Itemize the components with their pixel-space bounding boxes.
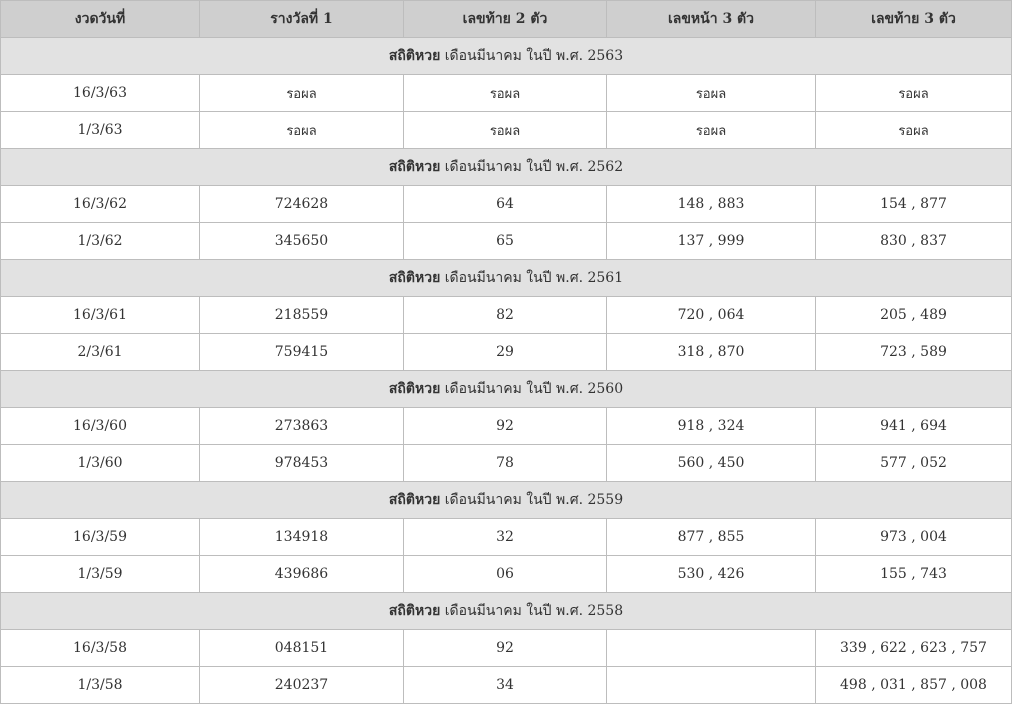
draw-date-cell: 16/3/62	[1, 186, 200, 223]
table-row	[1, 408, 1012, 445]
draw-date-cell: 16/3/63	[1, 75, 200, 112]
last-2-digits-cell: รอผล	[404, 112, 607, 149]
table-row	[1, 186, 1012, 223]
table-row	[1, 630, 1012, 667]
group-header-row	[1, 149, 1012, 186]
first-prize-cell: รอผล	[200, 75, 404, 112]
table-row	[1, 75, 1012, 112]
group-header-row	[1, 371, 1012, 408]
first-prize-cell: 759415	[200, 334, 404, 371]
draw-date-cell: 2/3/61	[1, 334, 200, 371]
last-3-digits-cell: รอผล	[816, 75, 1012, 112]
draw-date-cell: 1/3/60	[1, 445, 200, 482]
last-2-digits-cell: รอผล	[404, 75, 607, 112]
group-title	[1, 593, 1012, 630]
front-3-digits-cell: 137 , 999	[607, 223, 816, 260]
front-3-digits-cell	[607, 667, 816, 704]
column-header-front-3-digits: เลขหน้า 3 ตัว	[607, 1, 816, 38]
front-3-digits-cell: รอผล	[607, 112, 816, 149]
group-title	[1, 371, 1012, 408]
group-header-row	[1, 482, 1012, 519]
front-3-digits-cell: รอผล	[607, 75, 816, 112]
last-2-digits-cell: 65	[404, 223, 607, 260]
group-title-rest: เดือนมีนาคม ในปี พ.ศ. 2559	[440, 492, 624, 508]
group-title	[1, 260, 1012, 297]
last-3-digits-cell: 498 , 031 , 857 , 008	[816, 667, 1012, 704]
table-row	[1, 519, 1012, 556]
group-title-bold: สถิติหวย	[388, 492, 441, 508]
last-3-digits-cell: 205 , 489	[816, 297, 1012, 334]
group-header-row	[1, 38, 1012, 75]
group-title-rest: เดือนมีนาคม ในปี พ.ศ. 2558	[440, 603, 624, 619]
group-title-rest: เดือนมีนาคม ในปี พ.ศ. 2561	[440, 270, 624, 286]
group-title-rest: เดือนมีนาคม ในปี พ.ศ. 2563	[440, 48, 624, 64]
draw-date-cell: 16/3/58	[1, 630, 200, 667]
last-3-digits-cell: 577 , 052	[816, 445, 1012, 482]
group-title-bold: สถิติหวย	[388, 381, 441, 397]
last-3-digits-cell: รอผล	[816, 112, 1012, 149]
last-2-digits-cell: 32	[404, 519, 607, 556]
draw-date-cell: 16/3/60	[1, 408, 200, 445]
group-title	[1, 149, 1012, 186]
group-title-rest: เดือนมีนาคม ในปี พ.ศ. 2560	[440, 381, 624, 397]
table-row	[1, 445, 1012, 482]
first-prize-cell: รอผล	[200, 112, 404, 149]
last-2-digits-cell: 64	[404, 186, 607, 223]
column-header-last-2-digits: เลขท้าย 2 ตัว	[404, 1, 607, 38]
draw-date-cell: 1/3/63	[1, 112, 200, 149]
front-3-digits-cell: 877 , 855	[607, 519, 816, 556]
group-title	[1, 482, 1012, 519]
group-title-bold: สถิติหวย	[388, 159, 441, 175]
last-3-digits-cell: 723 , 589	[816, 334, 1012, 371]
front-3-digits-cell: 720 , 064	[607, 297, 816, 334]
group-title-bold: สถิติหวย	[388, 270, 441, 286]
first-prize-cell: 439686	[200, 556, 404, 593]
draw-date-cell: 16/3/61	[1, 297, 200, 334]
table-header-row	[1, 1, 1012, 38]
last-2-digits-cell: 29	[404, 334, 607, 371]
group-title-bold: สถิติหวย	[388, 603, 441, 619]
first-prize-cell: 978453	[200, 445, 404, 482]
draw-date-cell: 1/3/59	[1, 556, 200, 593]
front-3-digits-cell: 318 , 870	[607, 334, 816, 371]
last-2-digits-cell: 34	[404, 667, 607, 704]
last-2-digits-cell: 06	[404, 556, 607, 593]
draw-date-cell: 16/3/59	[1, 519, 200, 556]
last-2-digits-cell: 92	[404, 630, 607, 667]
table-row	[1, 297, 1012, 334]
front-3-digits-cell: 148 , 883	[607, 186, 816, 223]
front-3-digits-cell: 560 , 450	[607, 445, 816, 482]
first-prize-cell: 724628	[200, 186, 404, 223]
first-prize-cell: 273863	[200, 408, 404, 445]
table-row	[1, 667, 1012, 704]
first-prize-cell: 240237	[200, 667, 404, 704]
front-3-digits-cell: 530 , 426	[607, 556, 816, 593]
last-3-digits-cell: 155 , 743	[816, 556, 1012, 593]
front-3-digits-cell: 918 , 324	[607, 408, 816, 445]
last-3-digits-cell: 339 , 622 , 623 , 757	[816, 630, 1012, 667]
front-3-digits-cell	[607, 630, 816, 667]
last-2-digits-cell: 78	[404, 445, 607, 482]
group-header-row	[1, 260, 1012, 297]
draw-date-cell: 1/3/58	[1, 667, 200, 704]
last-2-digits-cell: 82	[404, 297, 607, 334]
first-prize-cell: 134918	[200, 519, 404, 556]
first-prize-cell: 345650	[200, 223, 404, 260]
group-title	[1, 38, 1012, 75]
group-header-row	[1, 593, 1012, 630]
table-row	[1, 556, 1012, 593]
table-row	[1, 223, 1012, 260]
table-row	[1, 112, 1012, 149]
draw-date-cell: 1/3/62	[1, 223, 200, 260]
last-2-digits-cell: 92	[404, 408, 607, 445]
last-3-digits-cell: 941 , 694	[816, 408, 1012, 445]
column-header-draw-date: งวดวันที่	[1, 1, 200, 38]
first-prize-cell: 048151	[200, 630, 404, 667]
last-3-digits-cell: 973 , 004	[816, 519, 1012, 556]
column-header-last-3-digits: เลขท้าย 3 ตัว	[816, 1, 1012, 38]
table-body	[1, 38, 1012, 704]
group-title-bold: สถิติหวย	[388, 48, 441, 64]
first-prize-cell: 218559	[200, 297, 404, 334]
last-3-digits-cell: 830 , 837	[816, 223, 1012, 260]
table-row	[1, 334, 1012, 371]
group-title-rest: เดือนมีนาคม ในปี พ.ศ. 2562	[440, 159, 624, 175]
last-3-digits-cell: 154 , 877	[816, 186, 1012, 223]
column-header-first-prize: รางวัลที่ 1	[200, 1, 404, 38]
